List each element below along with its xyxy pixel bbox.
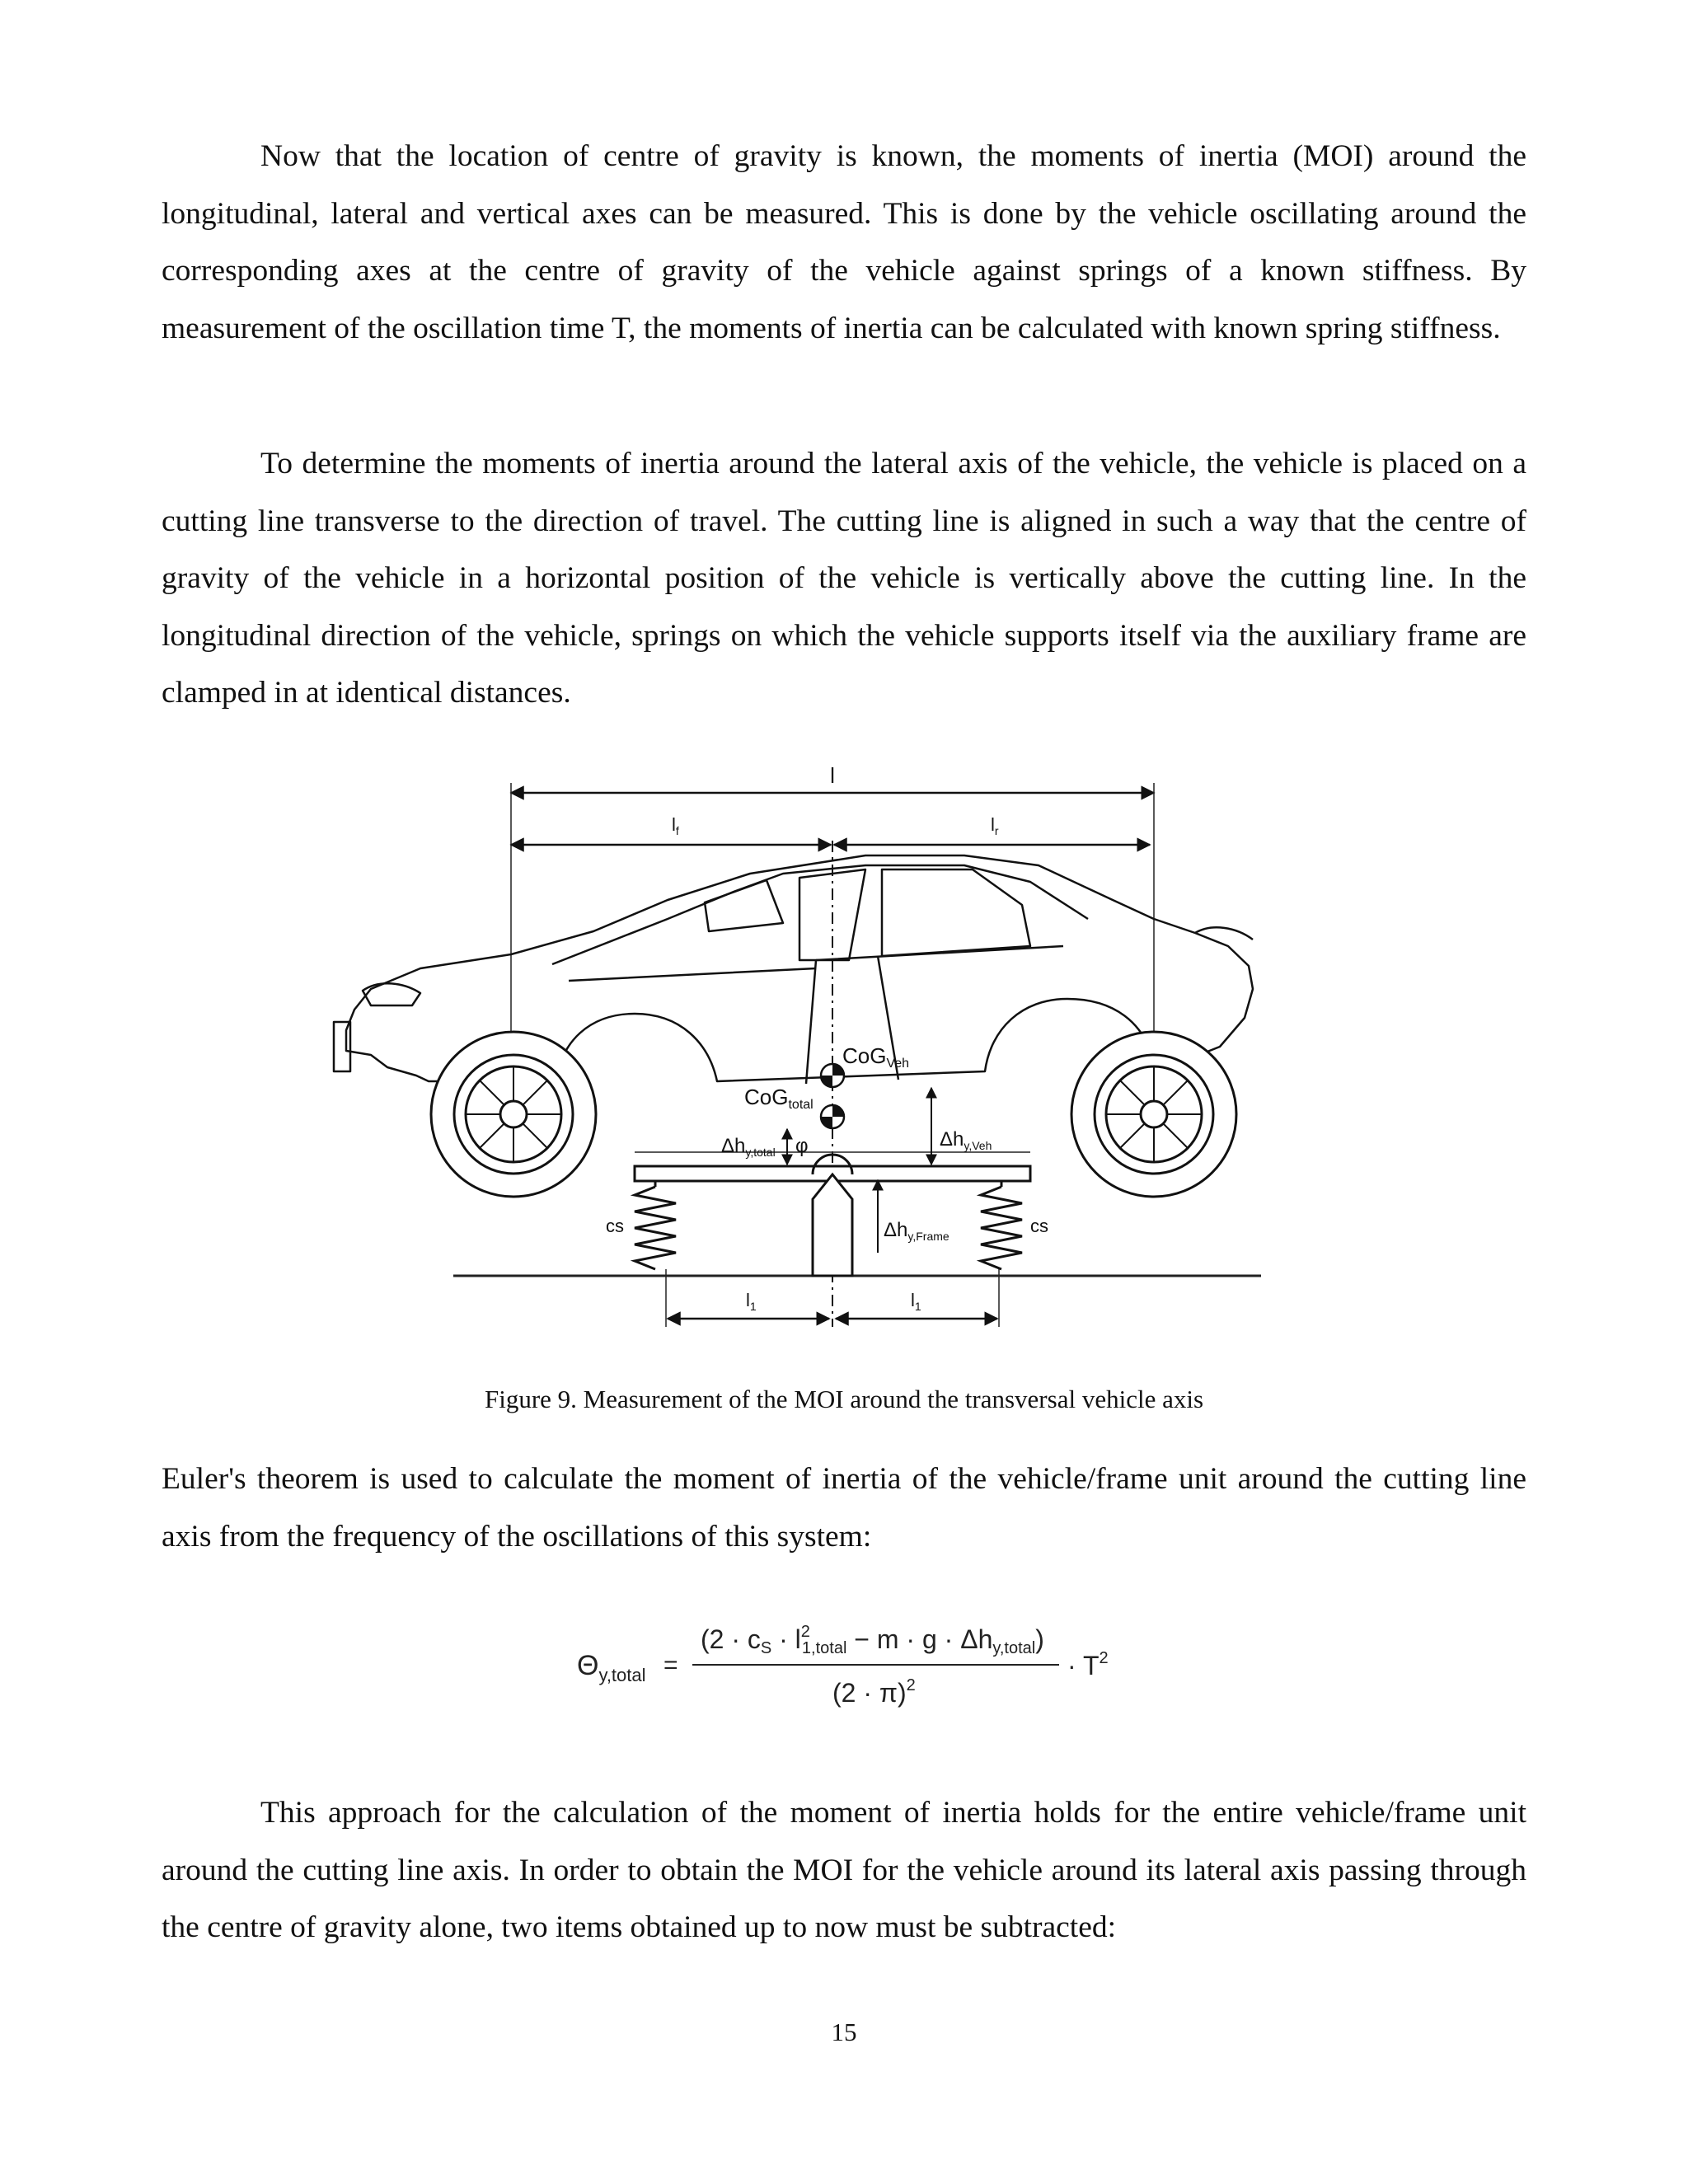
formula-equals: = <box>663 1652 678 1679</box>
label-dh-frame: $\Delta h_{y,Frame}$ <box>884 1219 950 1243</box>
cog-veh-marker <box>821 1064 844 1087</box>
label-cs-left: cs <box>606 1216 624 1236</box>
label-l: l <box>830 763 835 788</box>
rear-wheel <box>1071 1032 1236 1197</box>
figure-caption: Figure 9. Measurement of the MOI around the transversal vehicle axis <box>484 1385 1204 1413</box>
dimension-lf-lr <box>511 814 1150 845</box>
label-dh-veh: $\Delta h_{y,Veh}$ <box>940 1128 992 1152</box>
spring-right <box>981 1181 1022 1269</box>
paragraph-lateral-axis: To determine the moments of inertia around the lateral axis of the vehicle, the vehicle is placed on a cutting line transverse to the direction of travel. The cutting line is aligned in such a way that the centre of gravity of the vehicle in a horizontal position of the vehicle is vertically above the cutting line. In the longitudinal direction of the vehicle, springs on which the vehicle supports itself via the auxiliary frame are clamped in at identical distances. <box>162 447 1526 710</box>
dimension-l <box>511 763 1154 1104</box>
paragraph-moi-intro: Now that the location of centre of gravity is known, the moments of inertia (MOI) around the longitudinal, lateral and vertical axes can be measured. This is done by the vehicle oscillating around the corresponding axes at the centre of gravity of the vehicle against springs of a known stiffness. By measurement of the oscillation time T, the moments of inertia can be calculated with known spring stiffness. <box>162 139 1526 345</box>
label-dh-total: $\Delta h_{y,total}$ <box>721 1135 776 1159</box>
label-cog-total: CoGtotal <box>744 1085 814 1112</box>
formula-numerator: (2 · cS · $l^2$ 1,total − m · g · Δhy,total) <box>701 1623 1044 1657</box>
label-cog-veh: CoGVeh <box>842 1043 910 1071</box>
cog-total-marker <box>821 1105 844 1128</box>
formula-tail: · $T^2$ <box>1067 1649 1109 1680</box>
label-cs-right: cs <box>1030 1216 1048 1236</box>
paragraph-approach: This approach for the calculation of the moment of inertia holds for the entire vehicle/frame unit around the cutting line axis. In order to obtain the MOI for the vehicle around its lateral axis passing through the centre of gravity alone, two items obtained up to now must be subtracted: <box>162 1796 1526 1944</box>
label-lf: $l_f$ <box>672 814 679 837</box>
label-lr: $l_r$ <box>991 814 999 837</box>
front-wheel <box>431 1032 596 1197</box>
formula-lhs: $\Theta_{y,total}$ <box>577 1650 646 1685</box>
moi-measurement-figure <box>321 758 1393 1335</box>
label-l1-right: $l_1$ <box>911 1290 921 1313</box>
moi-formula <box>569 1607 1146 1722</box>
label-l1-left: $l_1$ <box>746 1290 757 1313</box>
label-phi: φ <box>795 1135 809 1157</box>
paragraph-euler: Euler's theorem is used to calculate the moment of inertia of the vehicle/frame unit around the cutting line axis from the frequency of the oscillations of this system: <box>162 1462 1526 1554</box>
spring-left <box>635 1181 676 1269</box>
page-number: 15 <box>831 2018 857 2046</box>
formula-denominator: $(2 \cdot \pi)^2$ <box>832 1676 916 1708</box>
